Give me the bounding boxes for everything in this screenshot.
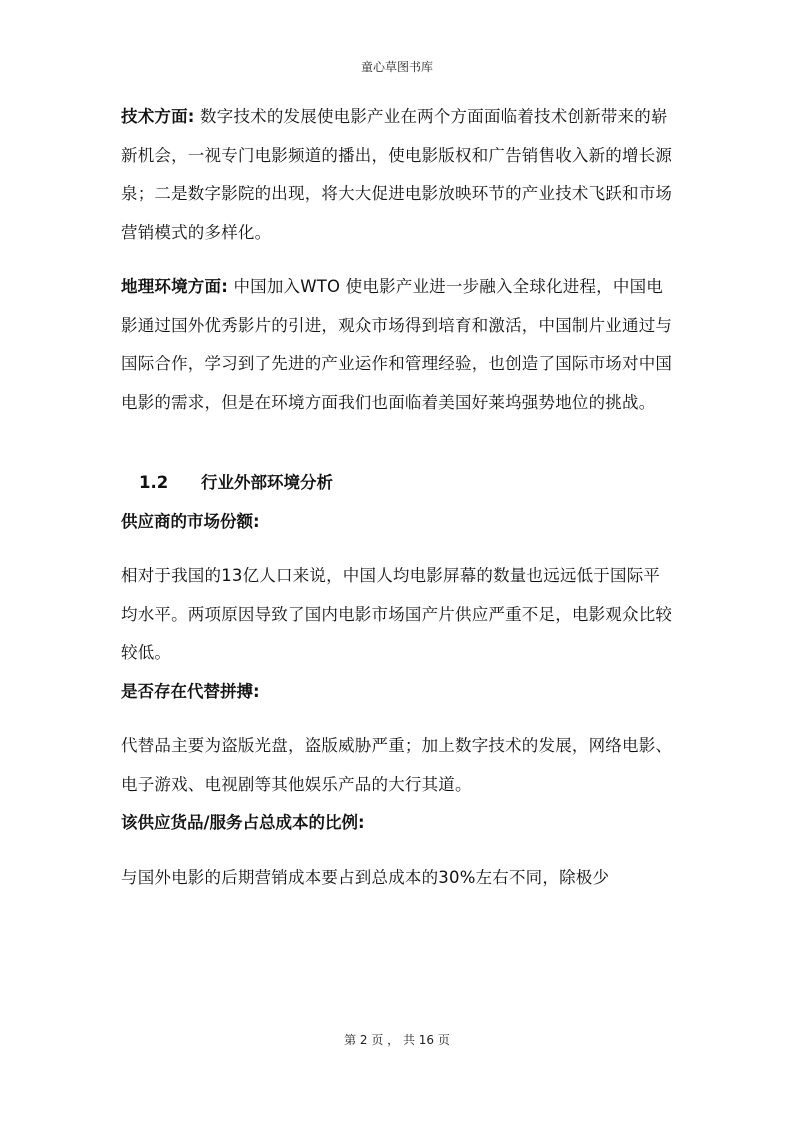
cost-text: 与国外电影的后期营销成本要占到总成本的30%左右不同，除极少 <box>121 867 610 887</box>
page-header: 童心草图书库 <box>360 60 433 74</box>
tech-text: 数字技术的发展使电影产业在两个方面面临着技术创新带来的崭新机会，一视专门电影频道的播出，使电影版权和广告销售收入新的增长源泉；二是数字影院的出现，将大大促进电影放映环节的产业技术飞跃和市场营销模式的多样化。 <box>121 107 673 242</box>
substitute-text: 代替品主要为盗版光盘，盗版威胁严重；加上数字技术的发展，网络电影、电子游戏、电视剧等其他娱乐产品的大行其道。 <box>121 736 673 794</box>
geo-text: 中国加入WTO 使电影产业进一步融入全球化进程，中国电影通过国外优秀影片的引进，观众市场得到培育和激活，中国制片业通过与国际合作，学习到了先进的产业运作和管理经验，也创造了国际市场对中国电影的需求，但是在环境方面我们也面临着美国好莱坞强势地位的挑战。 <box>121 277 673 412</box>
cost-heading: 该供应货品/服务占总成本的比例: <box>121 813 365 832</box>
page-content <box>121 98 676 897</box>
section-heading <box>139 464 676 503</box>
supplier-heading: 供应商的市场份额: <box>121 511 260 531</box>
section-title: 行业外部环境分析 <box>201 473 333 492</box>
tech-lead: 技术方面: <box>121 107 195 126</box>
supplier-text: 相对于我国的13亿人口来说，中国人均电影屏幕的数量也远远低于国际平均水平。两项原因导致了国内电影市场国产片供应严重不足，电影观众比较较低。 <box>121 566 673 662</box>
page-footer: 第 2 页 ， 共 16 页 <box>344 1033 450 1047</box>
substitute-heading: 是否存在代替拼搏: <box>121 681 260 701</box>
section-number: 1.2 <box>139 473 169 492</box>
paragraph-geo <box>121 268 676 422</box>
geo-lead: 地理环境方面: <box>121 277 228 296</box>
paragraph-tech <box>121 98 676 252</box>
